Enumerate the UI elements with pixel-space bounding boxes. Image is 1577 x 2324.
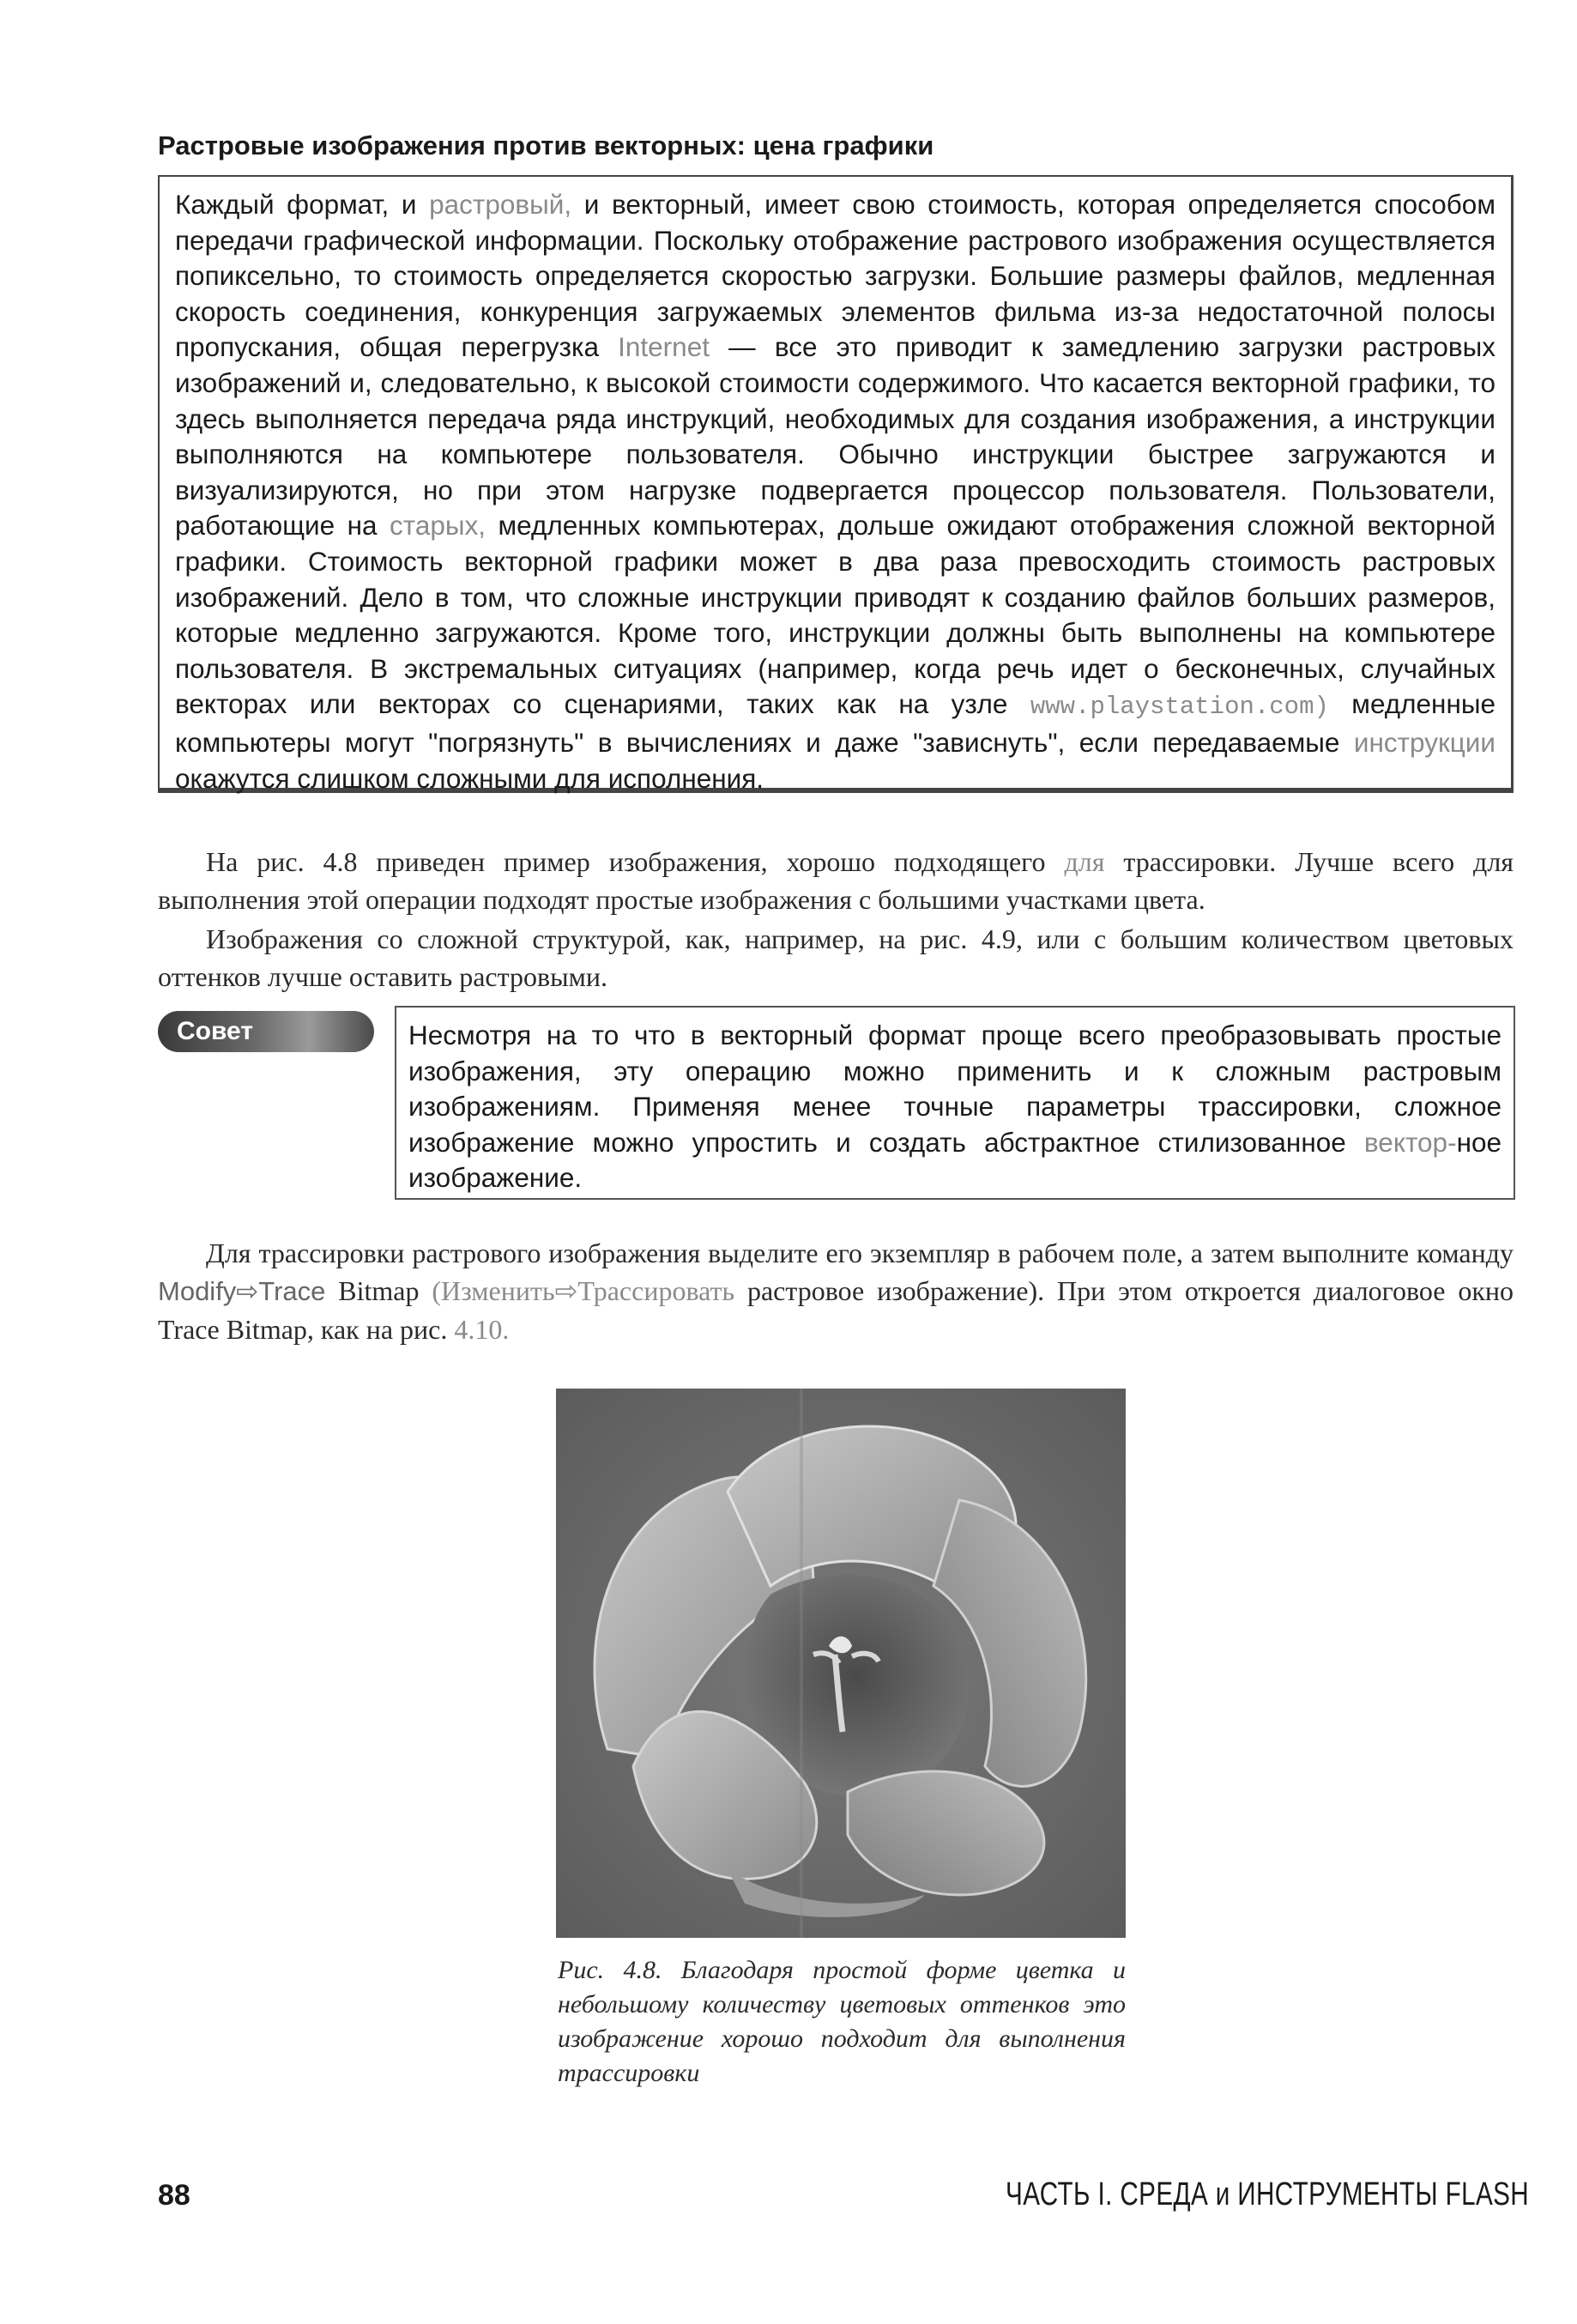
figure-reference: 4.10. bbox=[454, 1314, 510, 1345]
body-text-part: На рис. 4.8 приведен пример изображения, хорошо подходящего bbox=[206, 846, 1065, 877]
tip-text-part: ное изображение. bbox=[408, 1126, 1501, 1194]
sidebar-text-part: окажутся слишком сложными для исполнения. bbox=[175, 762, 764, 794]
sidebar-highlight: Internet bbox=[618, 331, 710, 363]
sidebar-box bbox=[158, 175, 1514, 793]
tulip-figure-image bbox=[556, 1389, 1126, 1938]
menu-command: Modify⇨Trace bbox=[158, 1276, 326, 1306]
body-text-part: трассировки. Лучше всего для выполнения этой операции подходят простые изображения с большими участками цвета. bbox=[158, 846, 1514, 915]
sidebar-text-part: медленных компьютерах, дольше ожидают отображения сложной векторной графики. Стоимость векторной графики может в два раза превосходить стоимость растровых изображений. Дело в том, что сложные инструкции приводят к созданию файлов больших размеров, которые медленно загружаются. Кроме того, инструкции должны быть выполнены на компьютере пользователя. В экстремальных ситуациях (например, когда речь идет о бесконечных, случайных векторах или векторах со сценариями, таких как на узле bbox=[175, 510, 1496, 720]
sidebar-highlight: старых, bbox=[390, 510, 486, 542]
tip-text bbox=[408, 1018, 1501, 1196]
body-text-part: Bitmap bbox=[325, 1275, 432, 1306]
tip-box bbox=[395, 1006, 1515, 1200]
body-text-part: Для трассировки растрового изображения выделите его экземпляр в рабочем поле, а затем выполните команду bbox=[206, 1238, 1514, 1268]
sidebar-title: Растровые изображения против векторных: цена графики bbox=[158, 130, 934, 160]
page-number: 88 bbox=[158, 2179, 190, 2212]
body-text-part: растровое изображение). При этом откроется диалоговое окно Trace Bitmap, как на рис. bbox=[158, 1275, 1514, 1345]
sidebar-text-part: — все это приводит к замедлению загрузки растровых изображений и, следовательно, к высокой стоимости содержимого. Что касается векторной графики, то здесь выполняется передача ряда инструкций, необходимых для создания изображения, а инструкции выполняются на компьютере пользователя. Обычно инструкции быстрее загружаются и визуализируются, но при этом нагрузке подвергается процессор пользователя. Пользователи, работающие на bbox=[175, 331, 1495, 542]
sidebar-text-part: Каждый формат, и bbox=[175, 189, 430, 220]
sidebar-url: www.playstation.com) bbox=[1030, 693, 1329, 722]
tip-badge: Совет bbox=[158, 1011, 374, 1052]
sidebar-text bbox=[175, 187, 1495, 796]
body-paragraph-3 bbox=[158, 1234, 1514, 1348]
sidebar-text-part: и векторный, имеет свою стоимость, которая определяется способом передачи графической информации. Поскольку отображение растрового изображения осуществляется попиксельно, то стоимость определяется скоростью загрузки. Большие размеры файлов, медленная скорость соединения, конкуренция загружаемых элементов фильма из-за недостаточной полосы пропускания, общая перегрузка bbox=[175, 189, 1495, 363]
figure-caption: Рис. 4.8. Благодаря простой форме цветка и небольшому количеству цветовых оттенков это изображение хорошо подходит для выполнения трассировки bbox=[558, 1956, 1126, 2087]
body-paragraph-1 bbox=[158, 843, 1514, 918]
tulip-illustration bbox=[556, 1389, 1126, 1938]
body-paragraph-2: Изображения со сложной структурой, как, например, на рис. 4.9, или с большим количеством цветовых оттенков лучше оставить растровыми. bbox=[158, 923, 1514, 992]
tip-text-part: Несмотря на то что в векторный формат проще всего преобразовывать простые изображения, эту операцию можно применить и к сложным растровым изображениям. Применяя менее точные параметры трассировки, сложное изображение можно упростить и создать абстрактное стилизованное bbox=[408, 1020, 1501, 1158]
menu-command-ru: (Изменить⇨Трассировать bbox=[432, 1275, 735, 1306]
tip-highlight: вектор- bbox=[1363, 1126, 1457, 1158]
sidebar-highlight: инструкции bbox=[1353, 726, 1495, 758]
running-footer-title: ЧАСТЬ I. СРЕДА и ИНСТРУМЕНТЫ FLASH bbox=[1005, 2176, 1529, 2212]
sidebar-text-part: медленные компьютеры могут "погрязнуть" в вычислениях и даже "зависнуть", если передаваемые bbox=[175, 688, 1496, 758]
sidebar-highlight: растровый, bbox=[429, 189, 572, 220]
body-highlight: для bbox=[1064, 846, 1105, 877]
